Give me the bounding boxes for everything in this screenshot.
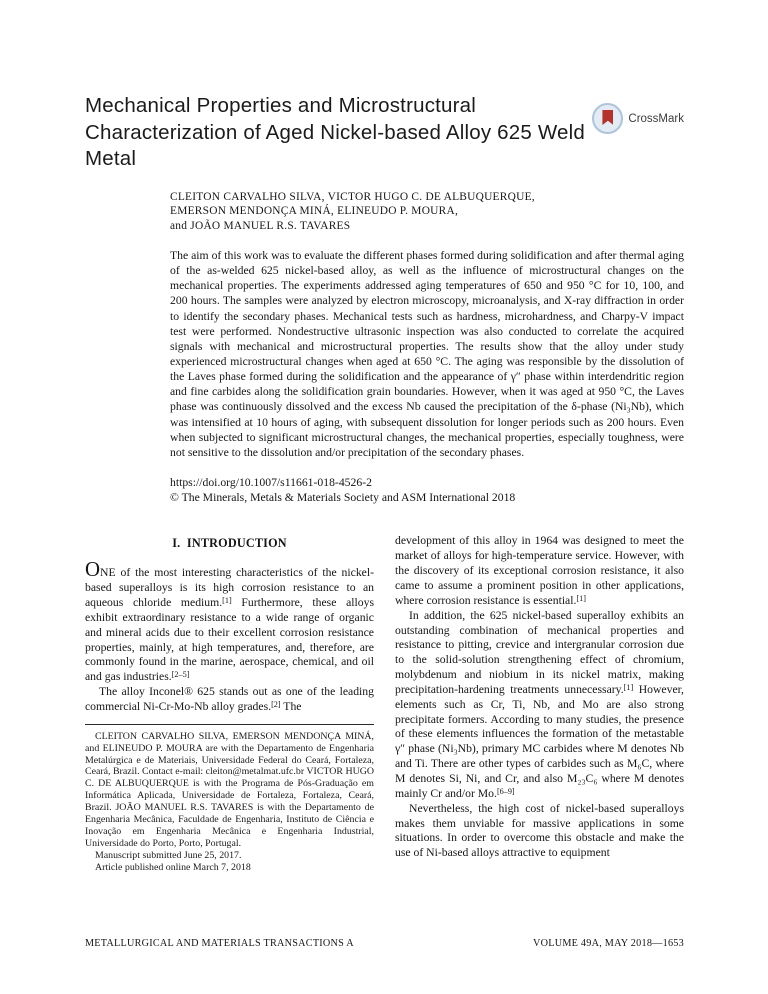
section-heading-introduction: I. INTRODUCTION: [172, 536, 287, 551]
page-footer: [85, 938, 684, 949]
author-line-2: EMERSON MENDONÇA MINÁ, ELINEUDO P. MOURA,: [170, 205, 459, 218]
footnote-published: Article published online March 7, 2018: [95, 861, 251, 873]
abstract-text: The aim of this work was to evaluate the different phases formed during solidification and after thermal aging of the as-welded 625 nickel-based alloy, as well as the influence of microstructural changes on the mechanical properties. The experiments addressed aging temperatures of 650 and 950 °C for 10, 100, and 200 hours. The samples were analyzed by electron microscopy, microanalysis, and X-ray diffraction in order to identify the secondary phases. Mechanical tests such as hardness, microhardness, and Charpy-V impact test were performed. Nondestructive ultrasonic inspection was also conducted to correlate the acquired signals with mechanical and microstructural properties. The results show that the alloy under study experienced microstructural changes when aged at 650 °C. The aging was responsible by the dissolution of the Laves phase formed during the solidification and the appearance of γ″ phase within interdendritic region and fine carbides along the solidification grain boundaries. However, when it was aged at 950 °C, the Laves phase was continuously dissolved and the excess Nb caused the precipitation of the δ-phase (Ni₃Nb), which was intensified at 10 hours of aging, with subsequent dissolution for longer periods such as 200 hours. Even when subjected to significant microstructural changes, the mechanical properties, especially toughness, were not sensitive to the dissolution and/or precipitation of the secondary phases.: [170, 248, 684, 459]
left-column: [85, 534, 374, 873]
intro-paragraph-4: In addition, the 625 nickel-based superalloy exhibits an outstanding combination of mechanical properties and resistance to pitting, crevice and intergranular corrosion due to the solid-solution strengthening effect of chromium, molybdenum and niobium in its nickel matrix, making precipitation-hardening treatments unnecessary.[1] However, elements such as Cr, Ti, Nb, and Mo are also strong precipitate formers. According to many studies, the presence of these elements influences the formation of the metastable γ″ phase (Ni₃Nb), primary MC carbides where M denotes Nb and Ti. There are other types of carbides such as M₆C, where M denotes Si, Ni, and Cr, and also M₂₃C₆ where M denotes mainly Cr and/or Mo.[6–9]: [395, 608, 684, 800]
author-line-1: CLEITON CARVALHO SILVA, VICTOR HUGO C. DE ALBUQUERQUE,: [170, 190, 535, 203]
title-row: [85, 93, 684, 173]
footnote-affiliations: CLEITON CARVALHO SILVA, EMERSON MENDONÇA MINÁ, and ELINEUDO P. MOURA are with the Departamento de Engenharia Metalúrgica e de Materiais, Universidade Federal do Ceará, Fortaleza, Ceará, Brazil. Contact e-mail: cleiton@metalmat.ufc.br VICTOR HUGO C. DE ALBUQUERQUE is with the Programa de Pós-Graduação em Informática Aplicada, Universidade de Fortaleza, Fortaleza, Ceará, Brazil. JOÃO MANUEL R.S. TAVARES is with the Departamento de Engenharia Mecânica, Faculdade de Engenharia, Instituto de Ciência e Inovação em Engenharia Mecânica e Engenharia Industrial, Universidade do Porto, Porto, Portugal.: [85, 730, 374, 849]
copyright-line: © The Minerals, Metals & Materials Society and ASM International 2018: [170, 491, 516, 505]
crossmark-label: CrossMark: [628, 112, 684, 125]
intro-paragraph-2: The alloy Inconel® 625 stands out as one of the leading commercial Ni-Cr-Mo-Nb alloy grades.[2] The: [85, 685, 374, 713]
author-line-3: and JOÃO MANUEL R.S. TAVARES: [170, 220, 351, 233]
author-list: [170, 190, 684, 234]
footnote-block: [85, 724, 374, 874]
crossmark-badge[interactable]: [592, 103, 684, 134]
intro-paragraph-5: Nevertheless, the high cost of nickel-based superalloys makes them unviable for massive applications in some situations. In order to overcome this obstacle and make the use of Ni-based alloys attractive to equipment: [395, 801, 684, 860]
crossmark-bookmark-icon: [602, 110, 613, 125]
article-body-columns: [85, 534, 684, 873]
doi-block: [170, 475, 684, 505]
footer-journal-name: METALLURGICAL AND MATERIALS TRANSACTIONS A: [85, 938, 354, 949]
article-title: Mechanical Properties and Microstructural Characterization of Aged Nickel-based Alloy 625 Weld Metal: [85, 94, 586, 170]
crossmark-icon: [592, 103, 623, 134]
footnote-submitted: Manuscript submitted June 25, 2017.: [95, 849, 242, 861]
right-column: [395, 534, 684, 873]
intro-paragraph-1: ONE of the most interesting characteristics of the nickel-based superalloys is its high corrosion resistance to an aqueous chloride medium.[1] Furthermore, these alloys exhibit extraordinary resistance to a wide range of organic and mineral acids due to their excellent corrosion resistance properties, mainly, at high temperatures, and, therefore, are commonly found in the marine, aerospace, chemical, and oil and gas industries.[2–5]: [85, 557, 374, 684]
footer-volume-page: VOLUME 49A, MAY 2018—1653: [533, 938, 684, 949]
doi-link[interactable]: https://doi.org/10.1007/s11661-018-4526-2: [170, 476, 372, 490]
intro-paragraph-3: development of this alloy in 1964 was designed to meet the market of alloys for high-temperature service. However, with the discovery of its exceptional corrosion resistance, it also came to assume a prominent position in other applications, where corrosion resistance is essential.[1]: [395, 534, 684, 607]
